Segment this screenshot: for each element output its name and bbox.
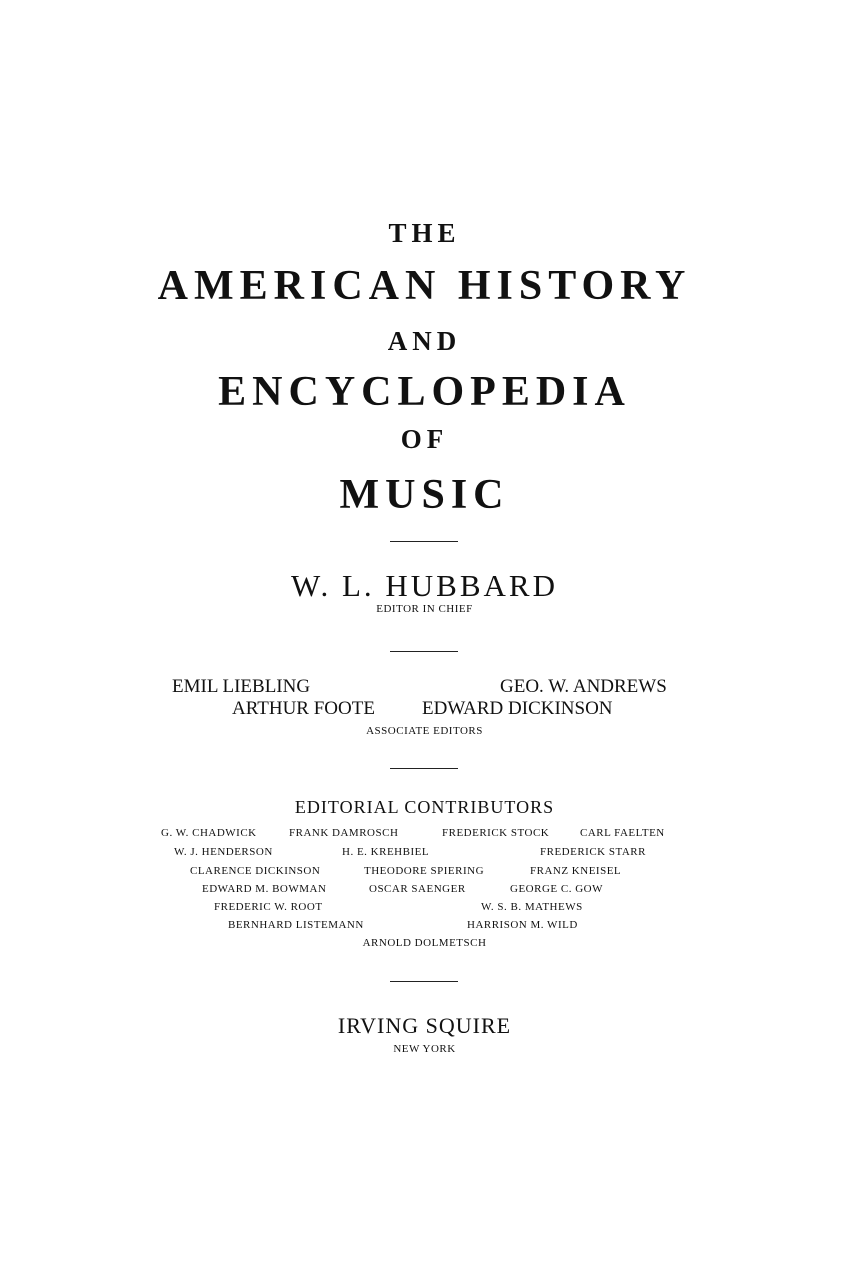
publisher-city: NEW YORK <box>393 1043 456 1055</box>
contributor-name: FREDERICK STOCK <box>442 827 550 839</box>
contributor-name: BERNHARD LISTEMANN <box>228 919 364 931</box>
contributor-name: W. S. B. MATHEWS <box>481 901 583 913</box>
contributor-name: W. J. HENDERSON <box>174 846 273 858</box>
title-music: MUSIC <box>339 472 510 518</box>
contributors-heading: EDITORIAL CONTRIBUTORS <box>294 797 555 817</box>
divider-rule <box>390 981 458 982</box>
associate-editor: GEO. W. ANDREWS <box>500 676 667 697</box>
associate-editor: EDWARD DICKINSON <box>422 698 613 719</box>
title-and: AND <box>387 326 462 356</box>
contributor-name: FREDERIC W. ROOT <box>214 901 323 913</box>
title-american-history: AMERICAN HISTORY <box>157 263 692 309</box>
associate-editor: EMIL LIEBLING <box>172 676 311 697</box>
contributor-name: H. E. KREHBIEL <box>342 846 430 858</box>
publisher-name: IRVING SQUIRE <box>337 1013 512 1038</box>
contributor-name: THEODORE SPIERING <box>364 865 485 877</box>
chief-editor-role: EDITOR IN CHIEF <box>376 603 473 615</box>
chief-editor-name: W. L. HUBBARD <box>291 568 558 603</box>
associate-editor: ARTHUR FOOTE <box>232 698 375 719</box>
divider-rule <box>390 651 458 652</box>
contributor-name: FRANK DAMROSCH <box>289 827 399 839</box>
contributor-name: G. W. CHADWICK <box>161 827 257 839</box>
contributor-name: FRANZ KNEISEL <box>530 865 622 877</box>
divider-rule <box>390 541 458 542</box>
contributor-name: CLARENCE DICKINSON <box>190 865 321 877</box>
contributor-name: GEORGE C. GOW <box>510 883 603 895</box>
contributor-name: CARL FAELTEN <box>580 827 665 839</box>
contributor-name: OSCAR SAENGER <box>369 883 466 895</box>
title-encyclopedia: ENCYCLOPEDIA <box>218 369 631 415</box>
contributor-name: HARRISON M. WILD <box>467 919 578 931</box>
title-of: OF <box>400 424 449 454</box>
contributor-name: FREDERICK STARR <box>540 846 646 858</box>
title-the: THE <box>388 218 461 248</box>
divider-rule <box>390 768 458 769</box>
associate-editors-role: ASSOCIATE EDITORS <box>366 725 483 737</box>
contributor-name: ARNOLD DOLMETSCH <box>362 937 487 949</box>
contributor-name: EDWARD M. BOWMAN <box>202 883 327 895</box>
